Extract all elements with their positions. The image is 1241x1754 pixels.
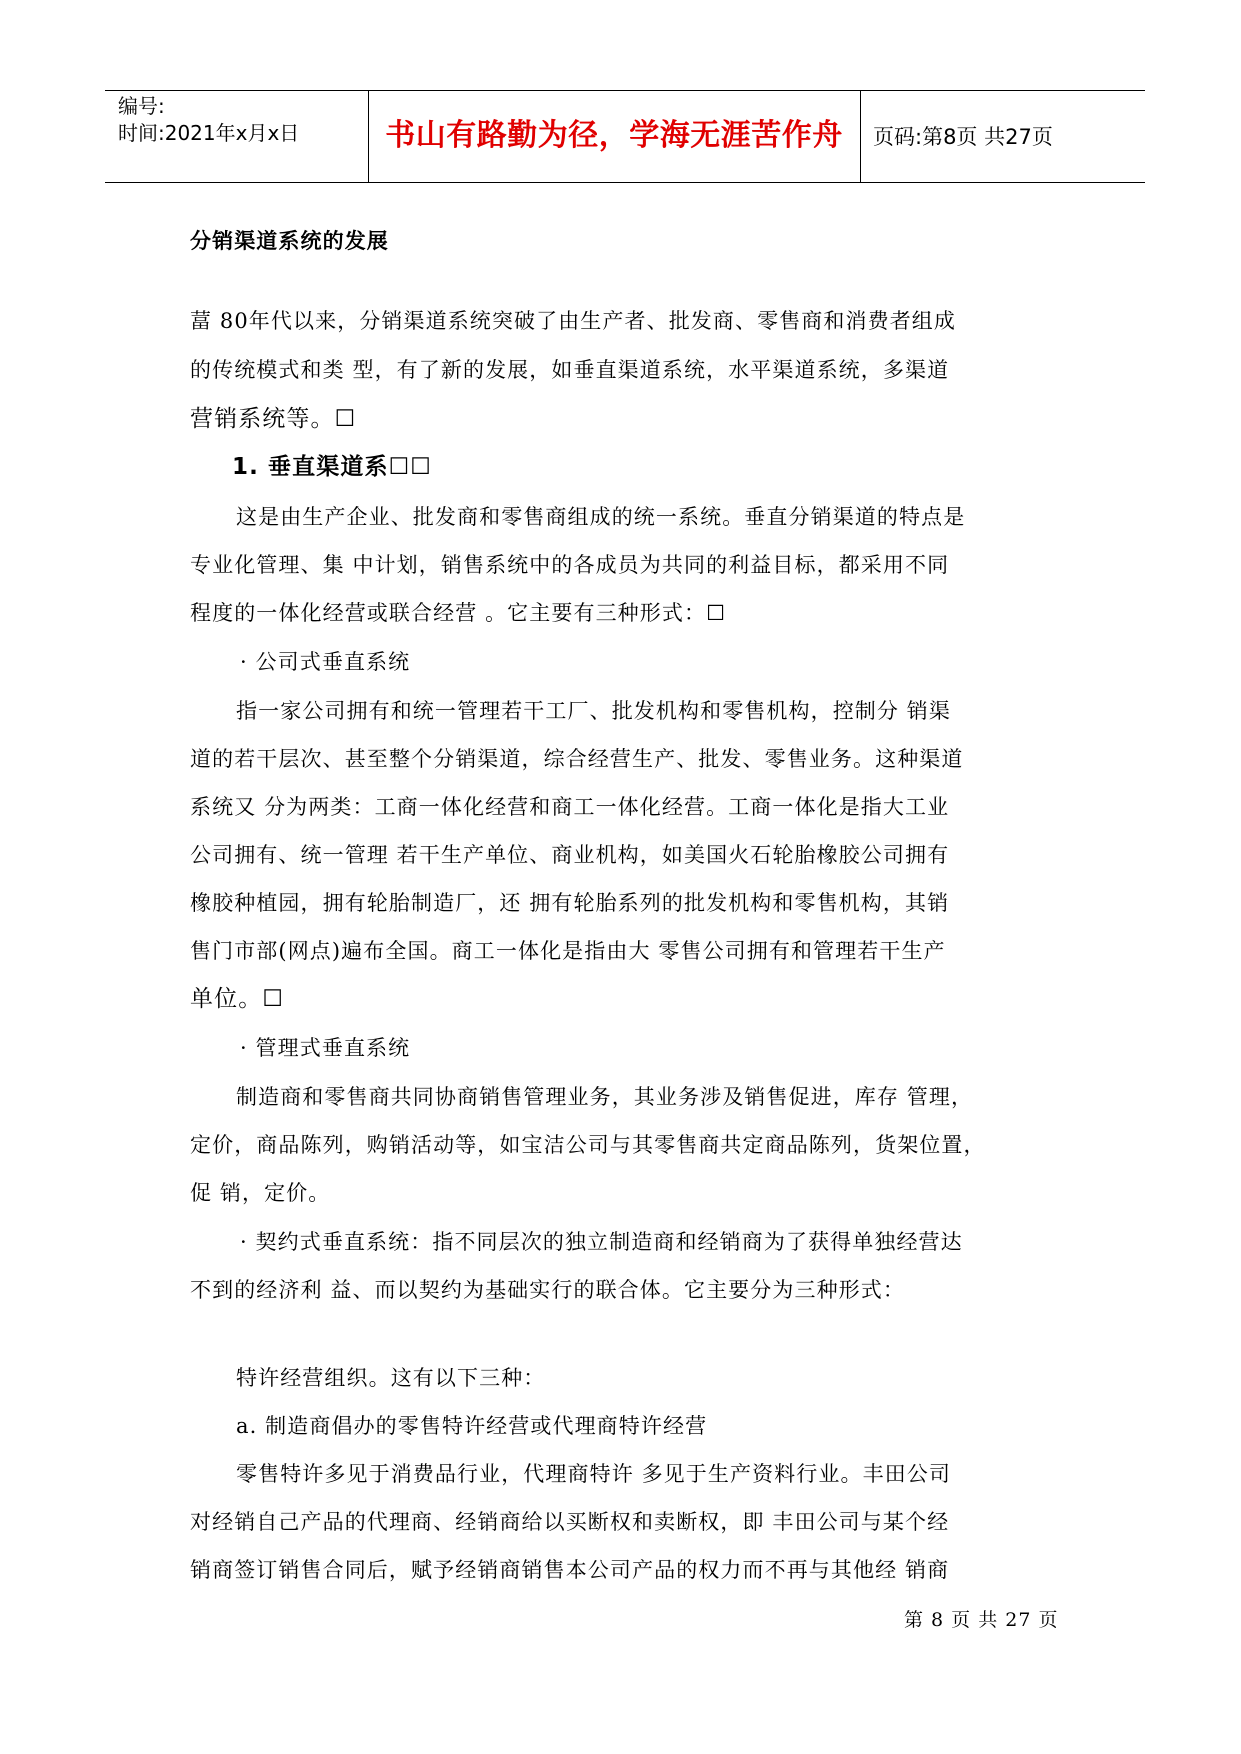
paragraph-line: 特许经营组织。这有以下三种： [236, 1366, 546, 1390]
paragraph-line: 的传统模式和类 型，有了新的发展，如垂直渠道系统，水平渠道系统，多渠道 [190, 358, 950, 382]
paragraph-line: 售门市部(网点)遍布全国。商工一体化是指由大 零售公司拥有和管理若干生产 [190, 939, 946, 963]
placeholder-box-icon: ☐ [334, 406, 357, 432]
paragraph-line: 促 销，定价。 [190, 1181, 331, 1205]
paragraph-line [190, 404, 356, 434]
header-number-label: 编号: [118, 94, 165, 118]
paragraph-line [190, 984, 284, 1014]
paragraph-line: 橡胶种植园，拥有轮胎制造厂，还 拥有轮胎系列的批发机构和零售机构，其销 [190, 891, 950, 915]
paragraph-line: 销商签订销售合同后，赋予经销商销售本公司产品的权力而不再与其他经 销商 [190, 1558, 950, 1582]
header-page-label: 页码:第8页 共27页 [873, 125, 1053, 149]
paragraph-line: 道的若干层次、甚至整个分销渠道，综合经营生产、批发、零售业务。这种渠道 [190, 747, 964, 771]
paragraph-line: 葍 80年代以来，分销渠道系统突破了由生产者、批发商、零售商和消费者组成 [190, 309, 956, 333]
header-bottom-rule [105, 182, 1145, 183]
placeholder-box-icon: ☐ [262, 986, 285, 1012]
paragraph-line: 专业化管理、集 中计划，销售系统中的各成员为共同的利益目标，都采用不同 [190, 553, 950, 577]
subsection-heading [232, 452, 432, 482]
bullet-item: · 公司式垂直系统 [240, 650, 411, 674]
header-divider-right [860, 90, 861, 182]
paragraph-line: 公司拥有、统一管理 若干生产单位、商业机构，如美国火石轮胎橡胶公司拥有 [190, 843, 950, 867]
header-time-label: 时间:2021年x月x日 [118, 121, 300, 145]
list-item: a. 制造商倡办的零售特许经营或代理商特许经营 [236, 1414, 708, 1438]
placeholder-box-icon: ☐ [706, 601, 727, 625]
paragraph-line: 指一家公司拥有和统一管理若干工厂、批发机构和零售机构，控制分 销渠 [236, 699, 951, 723]
line-text: 单位。 [190, 986, 263, 1012]
paragraph-line: 制造商和零售商共同协商销售管理业务，其业务涉及销售促进，库存 管理， [236, 1085, 974, 1109]
heading-text: 1. 垂直渠道系 [232, 454, 389, 480]
paragraph-line: 零售特许多见于消费品行业，代理商特许 多见于生产资料行业。丰田公司 [236, 1462, 951, 1486]
paragraph-line [190, 598, 726, 628]
header-top-rule [105, 90, 1145, 91]
paragraph-line: 定价，商品陈列，购销活动等，如宝洁公司与其零售商共定商品陈列，货架位置， [190, 1133, 986, 1157]
header-motto: 书山有路勤为径，学海无涯苦作舟 [385, 118, 843, 153]
line-text: 程度的一体化经营或联合经营 。它主要有三种形式： [190, 601, 707, 625]
paragraph-line: 对经销自己产品的代理商、经销商给以买断权和卖断权，即 丰田公司与某个经 [190, 1510, 950, 1534]
footer-page-number: 第 8 页 共 27 页 [904, 1609, 1059, 1631]
placeholder-box-icon: ☐ [388, 454, 411, 480]
placeholder-box-icon: ☐ [410, 454, 433, 480]
bullet-item: · 契约式垂直系统：指不同层次的独立制造商和经销商为了获得单独经营达 [240, 1230, 963, 1254]
line-text: 营销系统等。 [190, 406, 335, 432]
paragraph-line: 系统又 分为两类：工商一体化经营和商工一体化经营。工商一体化是指大工业 [190, 795, 950, 819]
paragraph-line: 不到的经济利 益、而以契约为基础实行的联合体。它主要分为三种形式： [190, 1278, 905, 1302]
section-title: 分销渠道系统的发展 [190, 228, 389, 253]
bullet-item: · 管理式垂直系统 [240, 1036, 411, 1060]
paragraph-line: 这是由生产企业、批发商和零售商组成的统一系统。垂直分销渠道的特点是 [236, 505, 966, 529]
